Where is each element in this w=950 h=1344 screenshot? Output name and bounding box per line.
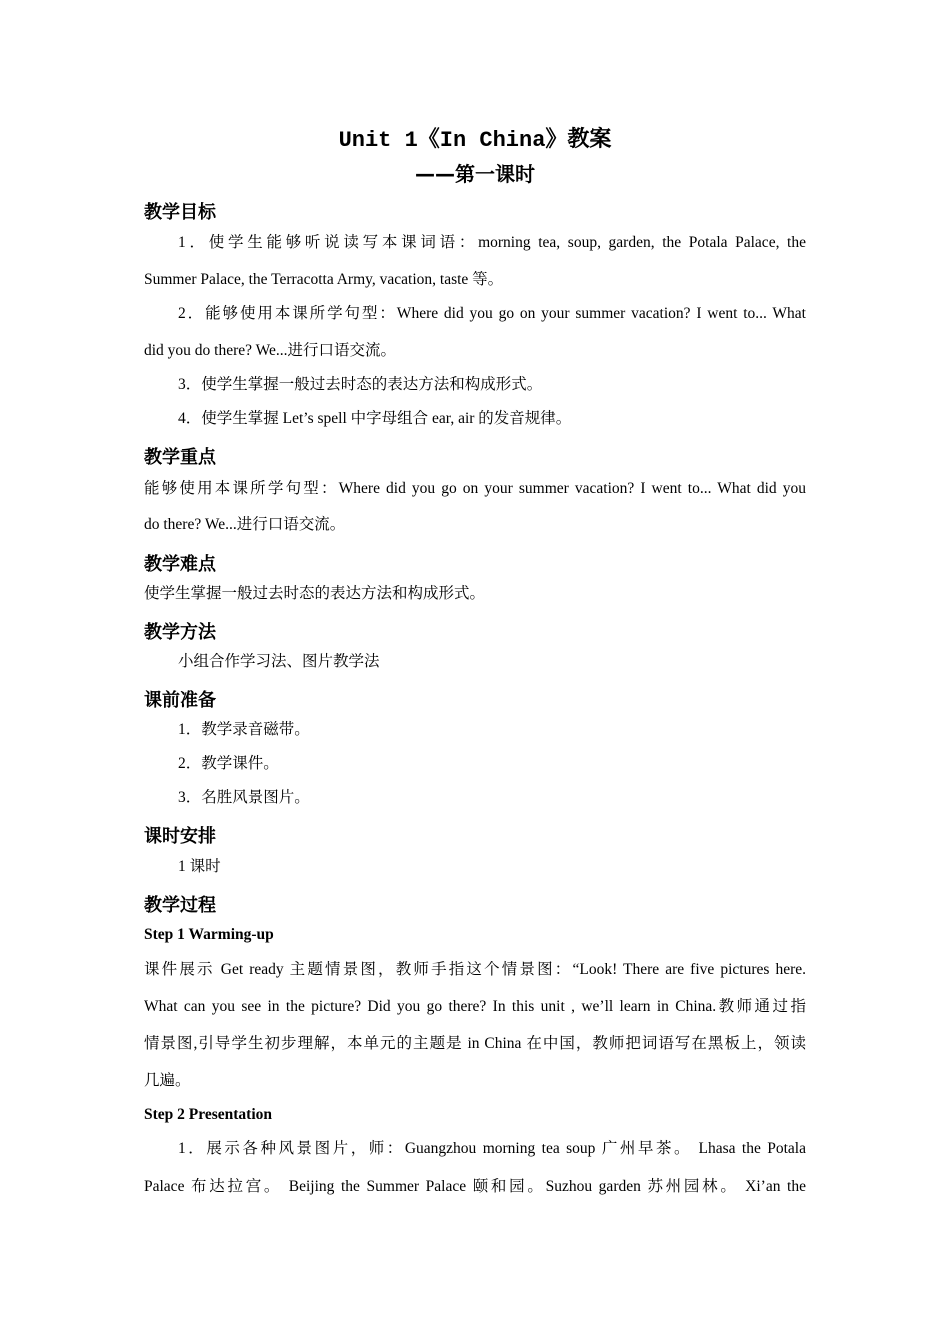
key-point-line: 能够使用本课所学句型：Where did you go on your summer vacation? I went to... What did you [144,480,806,497]
heading-schedule: 课时安排 [144,826,216,847]
step-title: Step 1 Warming-up [144,926,274,943]
key-point-line: do there? We...进行口语交流。 [144,516,346,533]
objective-line: 4．使学生掌握 Let’s spell 中字母组合 ear, air 的发音规律。 [178,410,572,427]
step-line: Palace 布达拉宫。 Beijing the Summer Palace 颐和园。Suzhou garden 苏州园林。 Xi’an the [144,1178,806,1195]
step-line: 几遍。 [144,1072,191,1089]
objective-line: Summer Palace, the Terracotta Army, vacation, taste 等。 [144,271,504,288]
document-subtitle: ——第一课时 [415,162,535,186]
heading-key-points: 教学重点 [144,447,216,468]
step-line: 课件展示 Get ready 主题情景图，教师手指这个情景图：“Look! There are five pictures here. [144,961,806,978]
objective-line: 2．能够使用本课所学句型：Where did you go on your summer vacation? I went to... What [178,305,806,322]
heading-preparation: 课前准备 [144,690,216,711]
heading-methods: 教学方法 [144,622,216,643]
step-line: What can you see in the picture? Did you go there? In this unit , we’ll learn in China.教师通过指 [144,998,806,1015]
objective-line: 3．使学生掌握一般过去时态的表达方法和构成形式。 [178,376,543,393]
objective-line: 1．使学生能够听说读写本课词语：morning tea, soup, garden, the Potala Palace, the [178,234,806,251]
preparation-item: 1．教学录音磁带。 [178,721,310,738]
document-title: Unit 1《In China》教案 [338,128,612,153]
preparation-item: 2．教学课件。 [178,755,279,772]
difficulty-line: 使学生掌握一般过去时态的表达方法和构成形式。 [144,585,486,602]
method-line: 小组合作学习法、图片教学法 [178,653,380,670]
preparation-item: 3．名胜风景图片。 [178,789,310,806]
step-line: 情景图,引导学生初步理解，本单元的主题是 in China 在中国，教师把词语写在黑板上，领读 [144,1035,806,1052]
heading-process: 教学过程 [144,895,216,916]
heading-difficulties: 教学难点 [144,554,216,575]
schedule-line: 1 课时 [178,858,221,875]
step-line: 1．展示各种风景图片，师：Guangzhou morning tea soup 广州早茶。 Lhasa the Potala [178,1140,806,1157]
heading-objectives: 教学目标 [144,202,216,223]
objective-line: did you do there? We...进行口语交流。 [144,342,397,359]
step-title: Step 2 Presentation [144,1106,273,1123]
